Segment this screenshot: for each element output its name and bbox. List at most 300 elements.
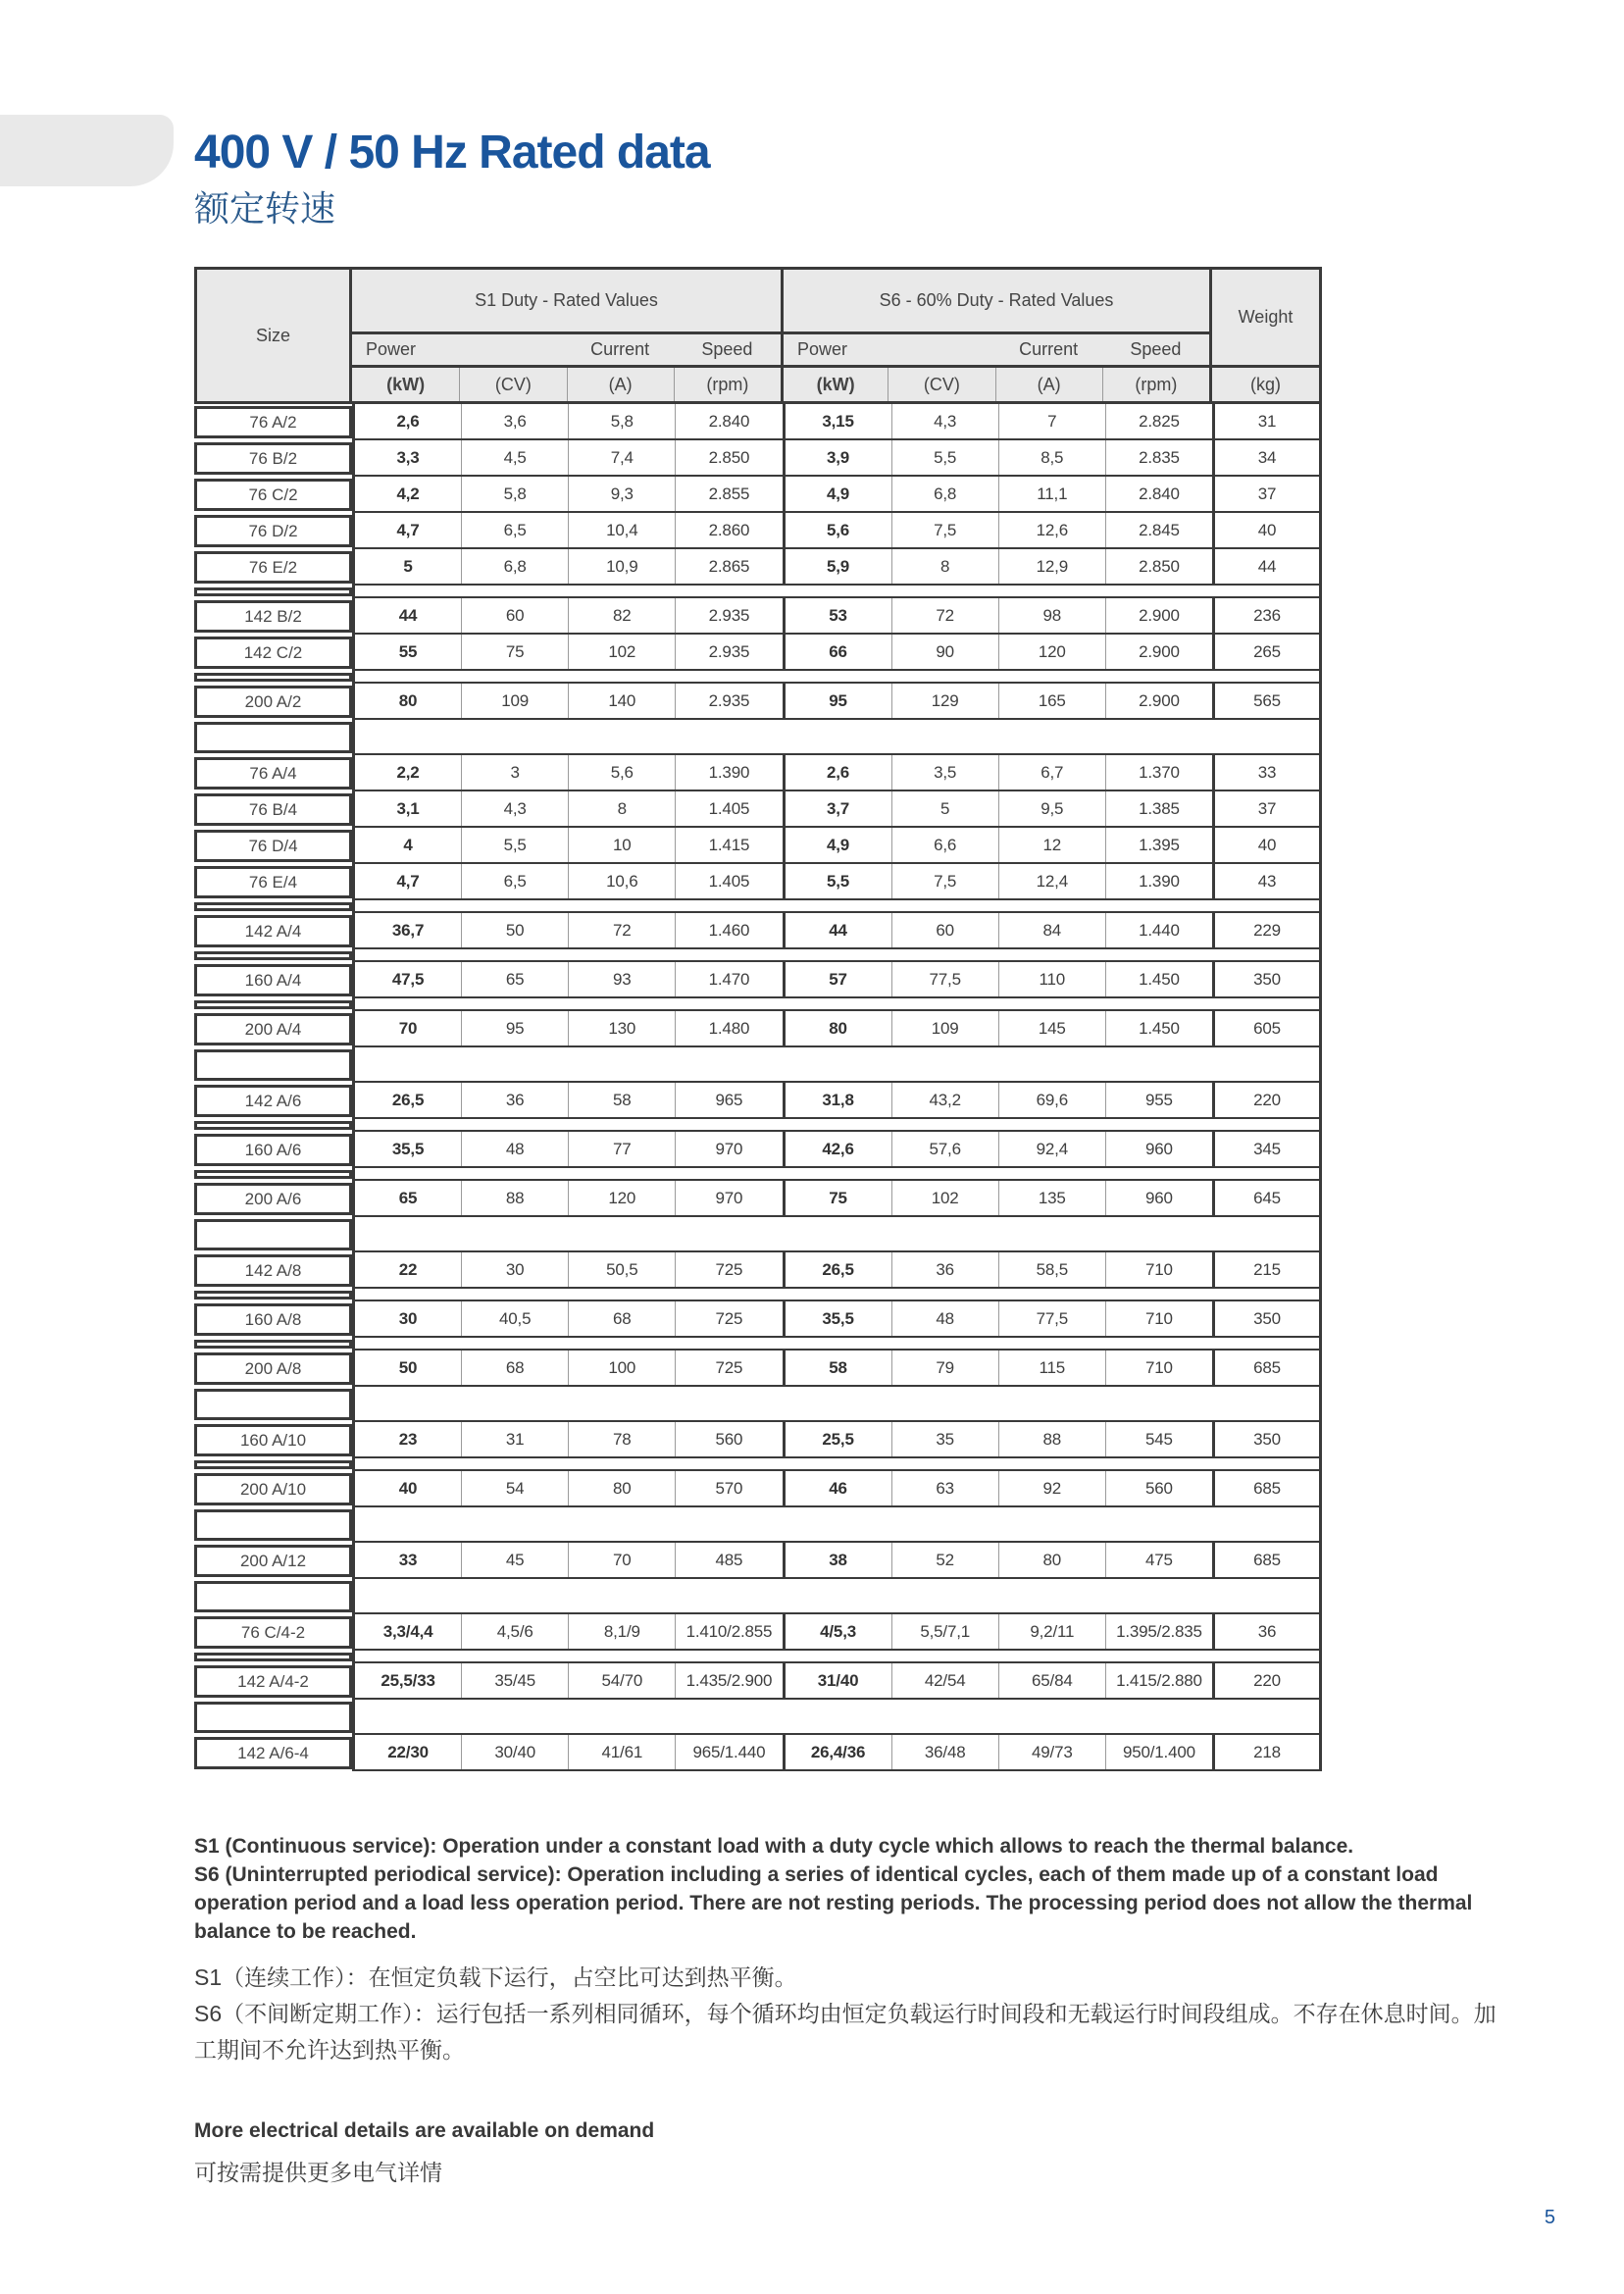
value-cell: 4,5 bbox=[461, 440, 568, 475]
unit-s6-kw: (kW) bbox=[781, 368, 888, 401]
row-cells bbox=[352, 635, 1322, 671]
value-cell: 3,3/4,4 bbox=[382, 1621, 433, 1641]
spacer-row bbox=[194, 1507, 1322, 1543]
header-size: Size bbox=[194, 270, 352, 401]
value-cell: 2.900 bbox=[1105, 684, 1212, 718]
value-cell: 66 bbox=[783, 635, 891, 669]
table-row bbox=[194, 1011, 1322, 1047]
row-cells bbox=[352, 913, 1322, 949]
size-label: 76 D/2 bbox=[194, 515, 352, 547]
value-cell: 50 bbox=[398, 1357, 418, 1377]
value-cell: 350 bbox=[1212, 1422, 1319, 1456]
value-cell: 49/73 bbox=[998, 1735, 1105, 1769]
value-cell: 33 bbox=[1212, 755, 1319, 790]
value-cell: 3,1 bbox=[396, 798, 420, 818]
size-label: 76 A/2 bbox=[194, 406, 352, 438]
value-cell: 645 bbox=[1212, 1181, 1319, 1215]
value-cell: 1.405 bbox=[675, 791, 782, 826]
value-cell: 236 bbox=[1212, 598, 1319, 633]
value-cell: 1.480 bbox=[675, 1011, 782, 1045]
value-cell: 2.845 bbox=[1105, 513, 1212, 547]
value-cell: 50,5 bbox=[568, 1252, 675, 1287]
row-cells bbox=[352, 1422, 1322, 1458]
table-row bbox=[194, 598, 1322, 635]
value-cell: 98 bbox=[998, 598, 1105, 633]
value-cell: 82 bbox=[568, 598, 675, 633]
value-cell: 950/1.400 bbox=[1105, 1735, 1212, 1769]
unit-s1-cv: (CV) bbox=[459, 368, 566, 401]
value-cell: 6,7 bbox=[998, 755, 1105, 790]
value-cell: 57,6 bbox=[891, 1132, 998, 1166]
value-cell: 5,5 bbox=[461, 828, 568, 862]
row-cells bbox=[352, 404, 1322, 440]
value-cell: 6,5 bbox=[461, 513, 568, 547]
value-cell: 79 bbox=[891, 1351, 998, 1385]
page-number: 5 bbox=[1544, 2207, 1555, 2228]
table-row bbox=[194, 477, 1322, 513]
value-cell: 38 bbox=[783, 1543, 891, 1577]
value-cell: 52 bbox=[891, 1543, 998, 1577]
value-cell: 1.415 bbox=[675, 828, 782, 862]
footnotes-english bbox=[194, 1832, 1518, 1946]
value-cell: 109 bbox=[891, 1011, 998, 1045]
value-cell: 4,5/6 bbox=[461, 1614, 568, 1649]
table-row bbox=[194, 1471, 1322, 1507]
size-label: 142 B/2 bbox=[194, 600, 352, 633]
size-label: 142 C/2 bbox=[194, 637, 352, 669]
value-cell: 30/40 bbox=[461, 1735, 568, 1769]
size-spacer bbox=[194, 673, 352, 682]
value-cell: 120 bbox=[568, 1181, 675, 1215]
table-row bbox=[194, 1663, 1322, 1700]
value-cell: 710 bbox=[1105, 1301, 1212, 1336]
value-cell: 7,5 bbox=[891, 513, 998, 547]
value-cell: 55 bbox=[398, 641, 418, 661]
size-spacer bbox=[194, 1219, 352, 1250]
header-s6-speed: Speed bbox=[1102, 334, 1209, 368]
value-cell: 25,5/33 bbox=[381, 1670, 435, 1690]
value-cell: 9,2/11 bbox=[998, 1614, 1105, 1649]
size-label: 76 E/2 bbox=[194, 551, 352, 584]
value-cell: 1.385 bbox=[1105, 791, 1212, 826]
value-cell: 47,5 bbox=[391, 969, 425, 989]
row-cells bbox=[352, 864, 1322, 900]
value-cell: 5,5 bbox=[891, 440, 998, 475]
value-cell: 485 bbox=[675, 1543, 782, 1577]
value-cell: 970 bbox=[675, 1132, 782, 1166]
value-cell: 40,5 bbox=[461, 1301, 568, 1336]
spacer-row bbox=[194, 1047, 1322, 1083]
row-cells bbox=[352, 1614, 1322, 1651]
value-cell: 53 bbox=[783, 598, 891, 633]
value-cell: 5,5/7,1 bbox=[891, 1614, 998, 1649]
value-cell: 35 bbox=[891, 1422, 998, 1456]
value-cell: 1.395 bbox=[1105, 828, 1212, 862]
value-cell: 229 bbox=[1212, 913, 1319, 947]
value-cell: 6,5 bbox=[461, 864, 568, 898]
value-cell: 4,9 bbox=[783, 477, 891, 511]
value-cell: 1.460 bbox=[675, 913, 782, 947]
value-cell: 48 bbox=[461, 1132, 568, 1166]
size-label: 142 A/4 bbox=[194, 915, 352, 947]
value-cell: 30 bbox=[398, 1308, 418, 1328]
spacer-row bbox=[194, 586, 1322, 598]
value-cell: 50 bbox=[461, 913, 568, 947]
table-row bbox=[194, 549, 1322, 586]
value-cell: 140 bbox=[568, 684, 675, 718]
value-cell: 220 bbox=[1212, 1083, 1319, 1117]
value-cell: 2.865 bbox=[675, 549, 782, 584]
value-cell: 725 bbox=[675, 1252, 782, 1287]
value-cell: 100 bbox=[568, 1351, 675, 1385]
footnotes-chinese bbox=[194, 1960, 1518, 2068]
value-cell: 560 bbox=[675, 1422, 782, 1456]
row-spacer bbox=[352, 1700, 1322, 1735]
value-cell: 68 bbox=[461, 1351, 568, 1385]
row-cells bbox=[352, 549, 1322, 586]
table-row bbox=[194, 1351, 1322, 1387]
value-cell: 31 bbox=[461, 1422, 568, 1456]
value-cell: 130 bbox=[568, 1011, 675, 1045]
table-row bbox=[194, 791, 1322, 828]
footnote-s1-zh: S1（连续工作）：在恒定负载下运行，占空比可达到热平衡。 bbox=[194, 1964, 797, 1990]
value-cell: 102 bbox=[891, 1181, 998, 1215]
size-spacer bbox=[194, 1121, 352, 1130]
corner-tab-decoration bbox=[0, 115, 174, 186]
value-cell: 475 bbox=[1105, 1543, 1212, 1577]
row-cells bbox=[352, 1351, 1322, 1387]
value-cell: 2,6 bbox=[396, 411, 420, 431]
value-cell: 4,3 bbox=[461, 791, 568, 826]
value-cell: 58,5 bbox=[998, 1252, 1105, 1287]
row-spacer bbox=[352, 900, 1322, 913]
size-spacer bbox=[194, 1340, 352, 1349]
value-cell: 80 bbox=[568, 1471, 675, 1505]
row-cells bbox=[352, 791, 1322, 828]
value-cell: 93 bbox=[568, 962, 675, 996]
value-cell: 37 bbox=[1212, 791, 1319, 826]
value-cell: 7 bbox=[998, 404, 1105, 438]
row-cells bbox=[352, 962, 1322, 998]
table-header bbox=[194, 267, 1322, 404]
row-spacer bbox=[352, 1387, 1322, 1422]
value-cell: 80 bbox=[998, 1543, 1105, 1577]
value-cell: 90 bbox=[891, 635, 998, 669]
value-cell: 3,7 bbox=[783, 791, 891, 826]
row-spacer bbox=[352, 949, 1322, 962]
size-spacer bbox=[194, 587, 352, 596]
value-cell: 1.470 bbox=[675, 962, 782, 996]
size-spacer bbox=[194, 722, 352, 753]
value-cell: 60 bbox=[891, 913, 998, 947]
value-cell: 2.850 bbox=[675, 440, 782, 475]
row-cells bbox=[352, 1543, 1322, 1579]
value-cell: 135 bbox=[998, 1181, 1105, 1215]
value-cell: 120 bbox=[998, 635, 1105, 669]
value-cell: 36 bbox=[891, 1252, 998, 1287]
row-spacer bbox=[352, 1119, 1322, 1132]
value-cell: 565 bbox=[1212, 684, 1319, 718]
value-cell: 3 bbox=[461, 755, 568, 790]
size-label: 76 C/2 bbox=[194, 479, 352, 511]
value-cell: 69,6 bbox=[998, 1083, 1105, 1117]
value-cell: 77,5 bbox=[998, 1301, 1105, 1336]
spacer-row bbox=[194, 720, 1322, 755]
value-cell: 2.855 bbox=[675, 477, 782, 511]
value-cell: 5,8 bbox=[568, 404, 675, 438]
value-cell: 3,3 bbox=[396, 447, 420, 467]
table-row bbox=[194, 404, 1322, 440]
row-spacer bbox=[352, 1458, 1322, 1471]
value-cell: 40 bbox=[398, 1478, 418, 1498]
value-cell: 2,2 bbox=[396, 762, 420, 782]
value-cell: 605 bbox=[1212, 1011, 1319, 1045]
table-row bbox=[194, 1422, 1322, 1458]
value-cell: 22 bbox=[398, 1259, 418, 1279]
unit-s6-a: (A) bbox=[995, 368, 1102, 401]
table-row bbox=[194, 864, 1322, 900]
value-cell: 36 bbox=[461, 1083, 568, 1117]
spacer-row bbox=[194, 1338, 1322, 1351]
row-cells bbox=[352, 598, 1322, 635]
row-spacer bbox=[352, 720, 1322, 755]
table-row bbox=[194, 1083, 1322, 1119]
size-label: 200 A/12 bbox=[194, 1545, 352, 1577]
value-cell: 570 bbox=[675, 1471, 782, 1505]
size-spacer bbox=[194, 1389, 352, 1420]
size-spacer bbox=[194, 1653, 352, 1661]
size-label: 200 A/8 bbox=[194, 1352, 352, 1385]
value-cell: 350 bbox=[1212, 962, 1319, 996]
value-cell: 30 bbox=[461, 1252, 568, 1287]
value-cell: 165 bbox=[998, 684, 1105, 718]
unit-s6-cv: (CV) bbox=[888, 368, 994, 401]
value-cell: 5,6 bbox=[568, 755, 675, 790]
row-spacer bbox=[352, 1168, 1322, 1181]
value-cell: 26,5 bbox=[391, 1090, 425, 1109]
row-spacer bbox=[352, 1217, 1322, 1252]
row-cells bbox=[352, 1132, 1322, 1168]
footnote-s1-en: S1 (Continuous service): Operation under a constant load with a duty cycle which allows to reach the thermal balance. bbox=[194, 1835, 1354, 1858]
value-cell: 960 bbox=[1105, 1181, 1212, 1215]
value-cell: 1.440 bbox=[1105, 913, 1212, 947]
value-cell: 1.450 bbox=[1105, 962, 1212, 996]
row-spacer bbox=[352, 1289, 1322, 1301]
value-cell: 6,6 bbox=[891, 828, 998, 862]
size-label: 76 C/4-2 bbox=[194, 1616, 352, 1649]
value-cell: 2.900 bbox=[1105, 598, 1212, 633]
value-cell: 4,7 bbox=[396, 871, 420, 891]
size-label: 200 A/2 bbox=[194, 686, 352, 718]
table-row bbox=[194, 1543, 1322, 1579]
unit-weight-kg: (kg) bbox=[1209, 368, 1319, 401]
value-cell: 36/48 bbox=[891, 1735, 998, 1769]
row-cells bbox=[352, 1011, 1322, 1047]
spacer-row bbox=[194, 1289, 1322, 1301]
value-cell: 54/70 bbox=[568, 1663, 675, 1698]
value-cell: 145 bbox=[998, 1011, 1105, 1045]
row-cells bbox=[352, 1301, 1322, 1338]
spacer-row bbox=[194, 1119, 1322, 1132]
value-cell: 3,15 bbox=[783, 404, 891, 438]
value-cell: 1.395/2.835 bbox=[1105, 1614, 1212, 1649]
value-cell: 4 bbox=[403, 835, 413, 854]
header-s1-power: Power bbox=[352, 334, 567, 368]
value-cell: 5,6 bbox=[783, 513, 891, 547]
spacer-row bbox=[194, 949, 1322, 962]
value-cell: 22/30 bbox=[387, 1742, 429, 1761]
value-cell: 84 bbox=[998, 913, 1105, 947]
value-cell: 44 bbox=[1212, 549, 1319, 584]
more-details-english: More electrical details are available on demand bbox=[194, 2119, 655, 2142]
value-cell: 10,9 bbox=[568, 549, 675, 584]
value-cell: 45 bbox=[461, 1543, 568, 1577]
value-cell: 725 bbox=[675, 1301, 782, 1336]
value-cell: 2.825 bbox=[1105, 404, 1212, 438]
size-label: 160 A/10 bbox=[194, 1424, 352, 1456]
value-cell: 72 bbox=[568, 913, 675, 947]
size-spacer bbox=[194, 1702, 352, 1733]
value-cell: 560 bbox=[1105, 1471, 1212, 1505]
value-cell: 5,8 bbox=[461, 477, 568, 511]
value-cell: 60 bbox=[461, 598, 568, 633]
size-label: 142 A/6 bbox=[194, 1085, 352, 1117]
spacer-row bbox=[194, 1651, 1322, 1663]
value-cell: 31 bbox=[1212, 404, 1319, 438]
value-cell: 25,5 bbox=[783, 1422, 891, 1456]
unit-s1-rpm: (rpm) bbox=[674, 368, 781, 401]
spacer-row bbox=[194, 1579, 1322, 1614]
value-cell: 545 bbox=[1105, 1422, 1212, 1456]
value-cell: 65 bbox=[461, 962, 568, 996]
row-cells bbox=[352, 755, 1322, 791]
value-cell: 1.410/2.855 bbox=[675, 1614, 782, 1649]
value-cell: 36 bbox=[1212, 1614, 1319, 1649]
row-cells bbox=[352, 1663, 1322, 1700]
value-cell: 43 bbox=[1212, 864, 1319, 898]
value-cell: 40 bbox=[1212, 513, 1319, 547]
value-cell: 70 bbox=[398, 1018, 418, 1038]
value-cell: 23 bbox=[398, 1429, 418, 1449]
value-cell: 725 bbox=[675, 1351, 782, 1385]
page-content bbox=[194, 0, 1518, 2187]
row-cells bbox=[352, 684, 1322, 720]
rated-data-table bbox=[194, 267, 1322, 1771]
table-row bbox=[194, 635, 1322, 671]
value-cell: 6,8 bbox=[891, 477, 998, 511]
value-cell: 685 bbox=[1212, 1471, 1319, 1505]
value-cell: 77 bbox=[568, 1132, 675, 1166]
footnote-s6-en: S6 (Uninterrupted periodical service): Operation including a series of identical cycles, each of them made up of a constant load operation period and a load less operation period. There are not resting periods. The processing period does not allow the thermal balance to be reached. bbox=[194, 1863, 1473, 1943]
value-cell: 1.450 bbox=[1105, 1011, 1212, 1045]
value-cell: 218 bbox=[1212, 1735, 1319, 1769]
value-cell: 95 bbox=[461, 1011, 568, 1045]
footnote-s6-zh: S6（不间断定期工作）：运行包括一系列相同循环，每个循环均由恒定负载运行时间段和无载运行时间段组成。不存在休息时间。加工期间不允许达到热平衡。 bbox=[194, 2001, 1497, 2063]
value-cell: 102 bbox=[568, 635, 675, 669]
value-cell: 75 bbox=[461, 635, 568, 669]
value-cell: 4/5,3 bbox=[783, 1614, 891, 1649]
size-spacer bbox=[194, 902, 352, 911]
size-label: 76 B/2 bbox=[194, 442, 352, 475]
value-cell: 12,9 bbox=[998, 549, 1105, 584]
row-cells bbox=[352, 1181, 1322, 1217]
value-cell: 1.435/2.900 bbox=[675, 1663, 782, 1698]
value-cell: 34 bbox=[1212, 440, 1319, 475]
value-cell: 70 bbox=[568, 1543, 675, 1577]
value-cell: 960 bbox=[1105, 1132, 1212, 1166]
value-cell: 350 bbox=[1212, 1301, 1319, 1336]
row-cells bbox=[352, 1083, 1322, 1119]
value-cell: 5 bbox=[891, 791, 998, 826]
value-cell: 2.935 bbox=[675, 635, 782, 669]
size-label: 200 A/4 bbox=[194, 1013, 352, 1045]
value-cell: 970 bbox=[675, 1181, 782, 1215]
table-row bbox=[194, 440, 1322, 477]
row-cells bbox=[352, 1471, 1322, 1507]
size-label: 160 A/8 bbox=[194, 1303, 352, 1336]
value-cell: 3,5 bbox=[891, 755, 998, 790]
value-cell: 129 bbox=[891, 684, 998, 718]
table-row bbox=[194, 1132, 1322, 1168]
value-cell: 7,4 bbox=[568, 440, 675, 475]
value-cell: 12 bbox=[998, 828, 1105, 862]
table-row bbox=[194, 684, 1322, 720]
value-cell: 12,4 bbox=[998, 864, 1105, 898]
row-cells bbox=[352, 477, 1322, 513]
row-spacer bbox=[352, 1047, 1322, 1083]
table-row bbox=[194, 1614, 1322, 1651]
row-spacer bbox=[352, 1507, 1322, 1543]
value-cell: 65/84 bbox=[998, 1663, 1105, 1698]
header-s1-speed: Speed bbox=[674, 334, 781, 368]
size-spacer bbox=[194, 1460, 352, 1469]
header-s1-group: S1 Duty - Rated Values bbox=[352, 270, 781, 334]
row-cells bbox=[352, 828, 1322, 864]
row-cells bbox=[352, 513, 1322, 549]
value-cell: 63 bbox=[891, 1471, 998, 1505]
row-spacer bbox=[352, 1579, 1322, 1614]
value-cell: 4,7 bbox=[396, 520, 420, 539]
row-spacer bbox=[352, 1338, 1322, 1351]
table-row bbox=[194, 1181, 1322, 1217]
size-label: 76 A/4 bbox=[194, 757, 352, 790]
spacer-row bbox=[194, 1217, 1322, 1252]
size-label: 200 A/10 bbox=[194, 1473, 352, 1505]
spacer-row bbox=[194, 998, 1322, 1011]
table-row bbox=[194, 755, 1322, 791]
spacer-row bbox=[194, 900, 1322, 913]
header-weight: Weight bbox=[1209, 270, 1319, 368]
value-cell: 8,5 bbox=[998, 440, 1105, 475]
size-spacer bbox=[194, 1581, 352, 1612]
value-cell: 345 bbox=[1212, 1132, 1319, 1166]
value-cell: 2.835 bbox=[1105, 440, 1212, 475]
value-cell: 92,4 bbox=[998, 1132, 1105, 1166]
value-cell: 685 bbox=[1212, 1543, 1319, 1577]
value-cell: 2.840 bbox=[1105, 477, 1212, 511]
value-cell: 965/1.440 bbox=[675, 1735, 782, 1769]
value-cell: 48 bbox=[891, 1301, 998, 1336]
value-cell: 2.935 bbox=[675, 598, 782, 633]
table-row bbox=[194, 913, 1322, 949]
value-cell: 57 bbox=[783, 962, 891, 996]
more-details-chinese: 可按需提供更多电气详情 bbox=[194, 2160, 442, 2185]
size-label: 76 B/4 bbox=[194, 793, 352, 826]
table-row bbox=[194, 962, 1322, 998]
row-cells bbox=[352, 1735, 1322, 1771]
value-cell: 10,4 bbox=[568, 513, 675, 547]
value-cell: 31/40 bbox=[783, 1663, 891, 1698]
